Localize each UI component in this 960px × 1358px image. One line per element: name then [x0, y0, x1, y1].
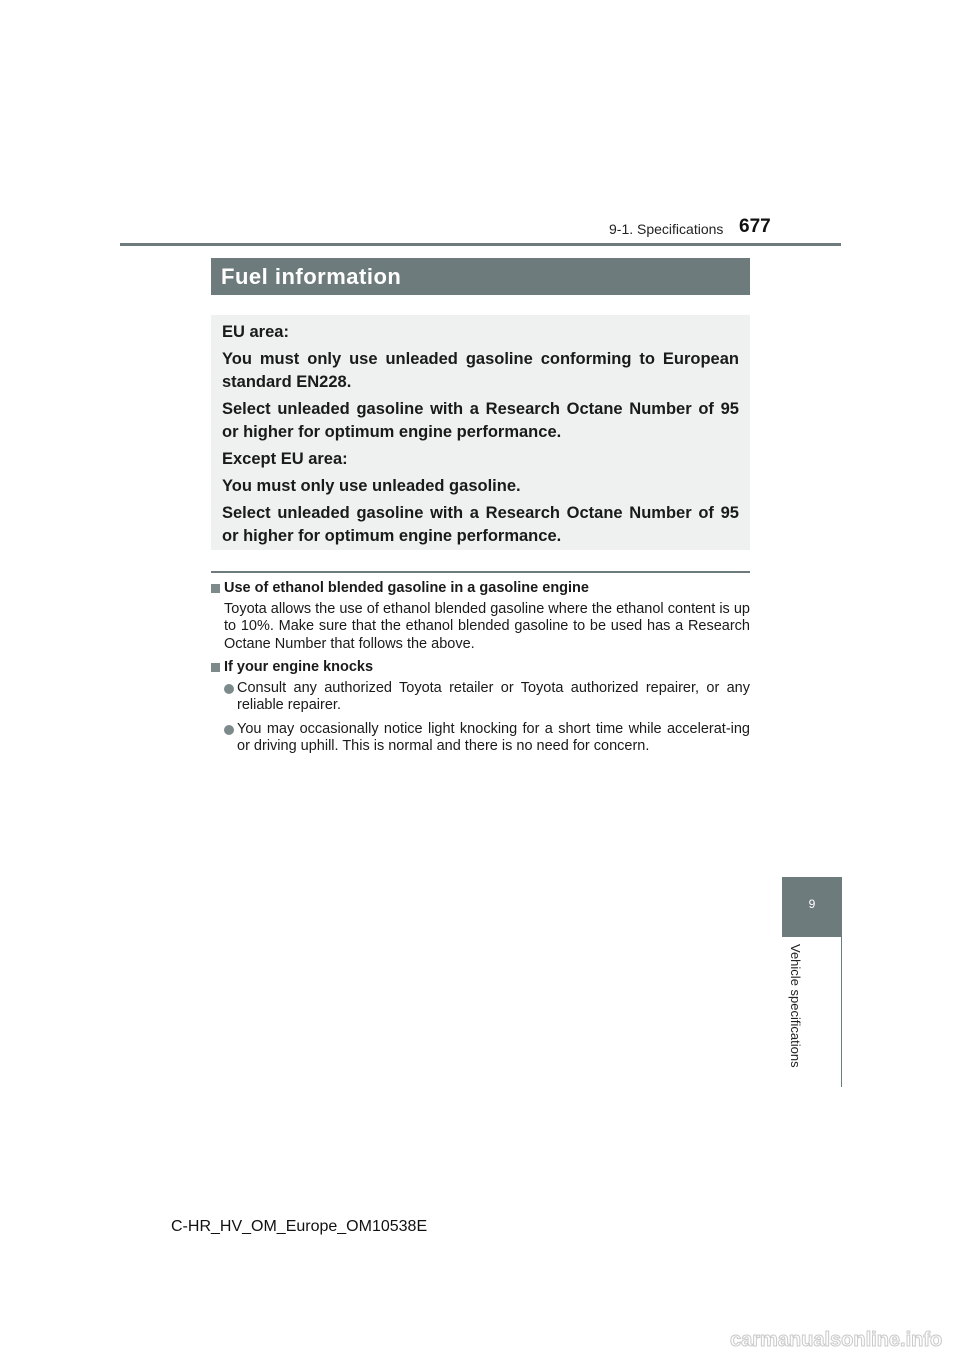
- eu-area-heading: EU area:: [222, 323, 289, 341]
- page-title: Fuel information: [211, 258, 750, 295]
- except-eu-unleaded-text: You must only use unleaded gasoline.: [222, 477, 521, 495]
- knock-note-heading: [211, 659, 750, 677]
- chapter-number: 9: [808, 897, 816, 911]
- chapter-tab: [782, 877, 842, 937]
- watermark-text: carmanualsonline.info: [730, 1329, 943, 1351]
- circle-bullet-icon: [224, 725, 234, 735]
- ethanol-note-body: Toyota allows the use of ethanol blended gasoline where the ethanol content is up to 10%. Make sure that the ethanol blended gasoline to be used has a Research Octane Number that follows the above.: [224, 600, 750, 652]
- knock-bullet-text: Consult any authorized Toyota retailer or Toyota authorized repairer, or any reliable repairer.: [237, 679, 750, 713]
- document-code: C-HR_HV_OM_Europe_OM10538E: [171, 1218, 428, 1235]
- list-item: [211, 721, 750, 756]
- section-title: 9-1. Specifications: [609, 221, 724, 237]
- except-eu-octane-text: Select unleaded gasoline with a Research Octane Number of 95 or higher for optimum engine performance.: [222, 504, 739, 545]
- eu-standard-text: You must only use unleaded gasoline conforming to European standard EN228.: [222, 350, 739, 391]
- header-divider: [120, 243, 841, 246]
- except-eu-heading: Except EU area:: [222, 450, 348, 468]
- knock-bullet-text: You may occasionally notice light knocking for a short time while accelerat-ing or driving uphill. This is normal and there is no need for concern.: [237, 720, 750, 754]
- ethanol-heading-text: Use of ethanol blended gasoline in a gasoline engine: [224, 580, 589, 596]
- square-bullet-icon: [211, 584, 220, 593]
- chapter-label: Vehicle specifications: [788, 944, 803, 1068]
- list-item: [211, 680, 750, 715]
- fuel-requirements-box: [211, 315, 750, 550]
- circle-bullet-icon: [224, 684, 234, 694]
- ethanol-note-heading: [211, 580, 750, 598]
- eu-octane-text: Select unleaded gasoline with a Research Octane Number of 95 or higher for optimum engine performance.: [222, 400, 739, 441]
- knock-heading-text: If your engine knocks: [224, 659, 374, 675]
- square-bullet-icon: [211, 663, 220, 672]
- side-divider: [841, 937, 842, 1087]
- notes-divider: [211, 571, 750, 573]
- page-number: 677: [739, 216, 771, 237]
- notes-section: [211, 580, 750, 762]
- watermark-logo: [730, 1325, 950, 1353]
